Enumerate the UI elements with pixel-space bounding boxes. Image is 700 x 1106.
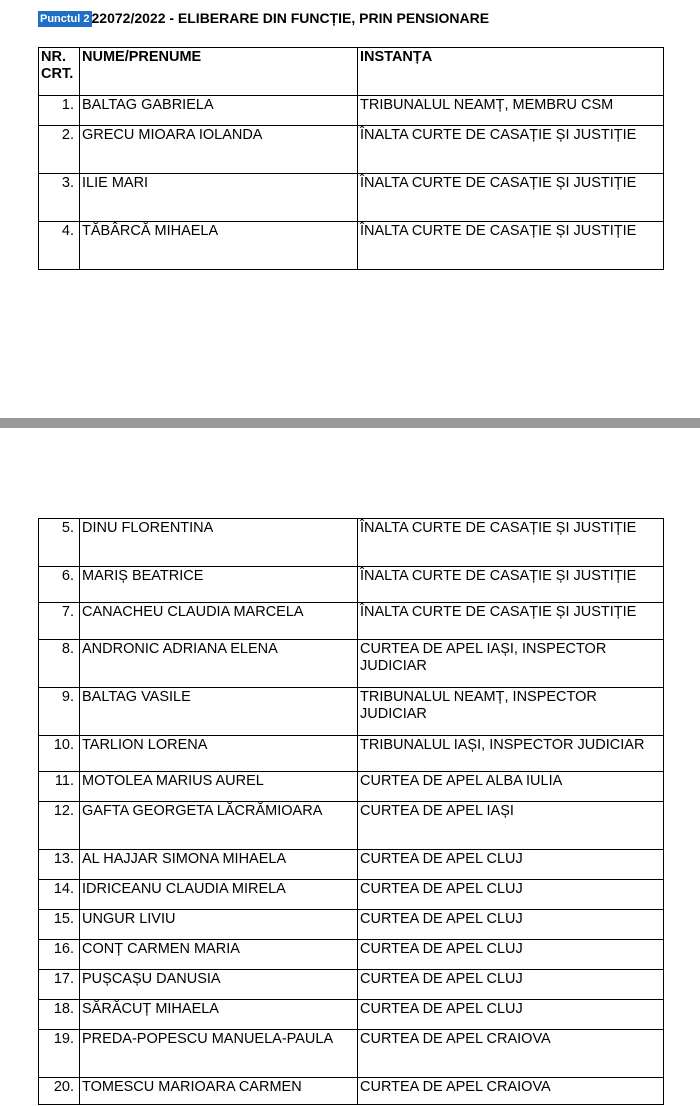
row-number: 9. [39, 688, 80, 736]
row-name: SĂRĂCUȚ MIHAELA [80, 1000, 358, 1030]
row-name: AL HAJJAR SIMONA MIHAELA [80, 850, 358, 880]
row-name: PREDA-POPESCU MANUELA-PAULA [80, 1030, 358, 1078]
row-court: TRIBUNALUL NEAMȚ, INSPECTOR JUDICIAR [358, 688, 664, 736]
row-name: BALTAG VASILE [80, 688, 358, 736]
table-row [39, 688, 664, 736]
row-court: ÎNALTA CURTE DE CASAȚIE ȘI JUSTIȚIE [358, 222, 664, 270]
row-number: 17. [39, 970, 80, 1000]
table-row [39, 640, 664, 688]
row-number: 4. [39, 222, 80, 270]
row-court: CURTEA DE APEL CRAIOVA [358, 1030, 664, 1078]
row-court: CURTEA DE APEL ALBA IULIA [358, 772, 664, 802]
row-number: 14. [39, 880, 80, 910]
table-row [39, 96, 664, 126]
table-row [39, 222, 664, 270]
row-court: CURTEA DE APEL CLUJ [358, 940, 664, 970]
table-row [39, 1030, 664, 1078]
table-row [39, 910, 664, 940]
row-court: CURTEA DE APEL CLUJ [358, 850, 664, 880]
row-name: GAFTA GEORGETA LĂCRĂMIOARA [80, 802, 358, 850]
table-row [39, 567, 664, 603]
document-heading [38, 9, 489, 27]
row-court: ÎNALTA CURTE DE CASAȚIE ȘI JUSTIȚIE [358, 603, 664, 640]
table-row [39, 603, 664, 640]
table-row [39, 126, 664, 174]
table-row [39, 1078, 664, 1105]
row-name: ILIE MARI [80, 174, 358, 222]
row-name: PUȘCAȘU DANUSIA [80, 970, 358, 1000]
header-name: NUME/PRENUME [80, 48, 358, 96]
row-number: 11. [39, 772, 80, 802]
row-court: CURTEA DE APEL CLUJ [358, 1000, 664, 1030]
row-court: TRIBUNALUL NEAMȚ, MEMBRU CSM [358, 96, 664, 126]
table-row [39, 850, 664, 880]
table-row [39, 970, 664, 1000]
table-row [39, 174, 664, 222]
highlighted-selection[interactable]: Punctul 2 [40, 13, 90, 25]
row-number: 10. [39, 736, 80, 772]
table-row [39, 772, 664, 802]
row-court: TRIBUNALUL IAȘI, INSPECTOR JUDICIAR [358, 736, 664, 772]
row-number: 8. [39, 640, 80, 688]
row-number: 19. [39, 1030, 80, 1078]
row-number: 1. [39, 96, 80, 126]
row-name: TOMESCU MARIOARA CARMEN [80, 1078, 358, 1105]
header-court: INSTANȚA [358, 48, 664, 96]
table-row [39, 1000, 664, 1030]
row-number: 16. [39, 940, 80, 970]
row-court: CURTEA DE APEL IAȘI, INSPECTOR JUDICIAR [358, 640, 664, 688]
table-row [39, 940, 664, 970]
heading-text: 22072/2022 - ELIBERARE DIN FUNCȚIE, PRIN PENSIONARE [91, 10, 490, 26]
row-number: 12. [39, 802, 80, 850]
row-name: IDRICEANU CLAUDIA MIRELA [80, 880, 358, 910]
row-number: 20. [39, 1078, 80, 1105]
table-row [39, 880, 664, 910]
row-name: DINU FLORENTINA [80, 519, 358, 567]
table-row [39, 736, 664, 772]
row-name: GRECU MIOARA IOLANDA [80, 126, 358, 174]
row-number: 5. [39, 519, 80, 567]
row-court: ÎNALTA CURTE DE CASAȚIE ȘI JUSTIȚIE [358, 567, 664, 603]
row-court: ÎNALTA CURTE DE CASAȚIE ȘI JUSTIȚIE [358, 174, 664, 222]
row-name: TĂBÂRCĂ MIHAELA [80, 222, 358, 270]
row-number: 6. [39, 567, 80, 603]
row-number: 15. [39, 910, 80, 940]
page-break-divider [0, 418, 700, 428]
row-court: ÎNALTA CURTE DE CASAȚIE ȘI JUSTIȚIE [358, 126, 664, 174]
row-name: TARLION LORENA [80, 736, 358, 772]
row-court: CURTEA DE APEL CLUJ [358, 910, 664, 940]
pensioners-table-page-1 [38, 47, 664, 270]
row-name: BALTAG GABRIELA [80, 96, 358, 126]
row-name: CONȚ CARMEN MARIA [80, 940, 358, 970]
row-name: ANDRONIC ADRIANA ELENA [80, 640, 358, 688]
row-number: 18. [39, 1000, 80, 1030]
table-row [39, 519, 664, 567]
pensioners-table-page-2 [38, 518, 664, 1105]
row-court: CURTEA DE APEL CLUJ [358, 970, 664, 1000]
row-court: CURTEA DE APEL CRAIOVA [358, 1078, 664, 1105]
table-row [39, 802, 664, 850]
row-name: CANACHEU CLAUDIA MARCELA [80, 603, 358, 640]
row-number: 13. [39, 850, 80, 880]
header-nr: NR. CRT. [39, 48, 80, 96]
row-name: MARIȘ BEATRICE [80, 567, 358, 603]
row-court: ÎNALTA CURTE DE CASAȚIE ȘI JUSTIȚIE [358, 519, 664, 567]
row-name: UNGUR LIVIU [80, 910, 358, 940]
row-number: 7. [39, 603, 80, 640]
row-number: 2. [39, 126, 80, 174]
row-court: CURTEA DE APEL IAȘI [358, 802, 664, 850]
row-number: 3. [39, 174, 80, 222]
row-name: MOTOLEA MARIUS AUREL [80, 772, 358, 802]
row-court: CURTEA DE APEL CLUJ [358, 880, 664, 910]
